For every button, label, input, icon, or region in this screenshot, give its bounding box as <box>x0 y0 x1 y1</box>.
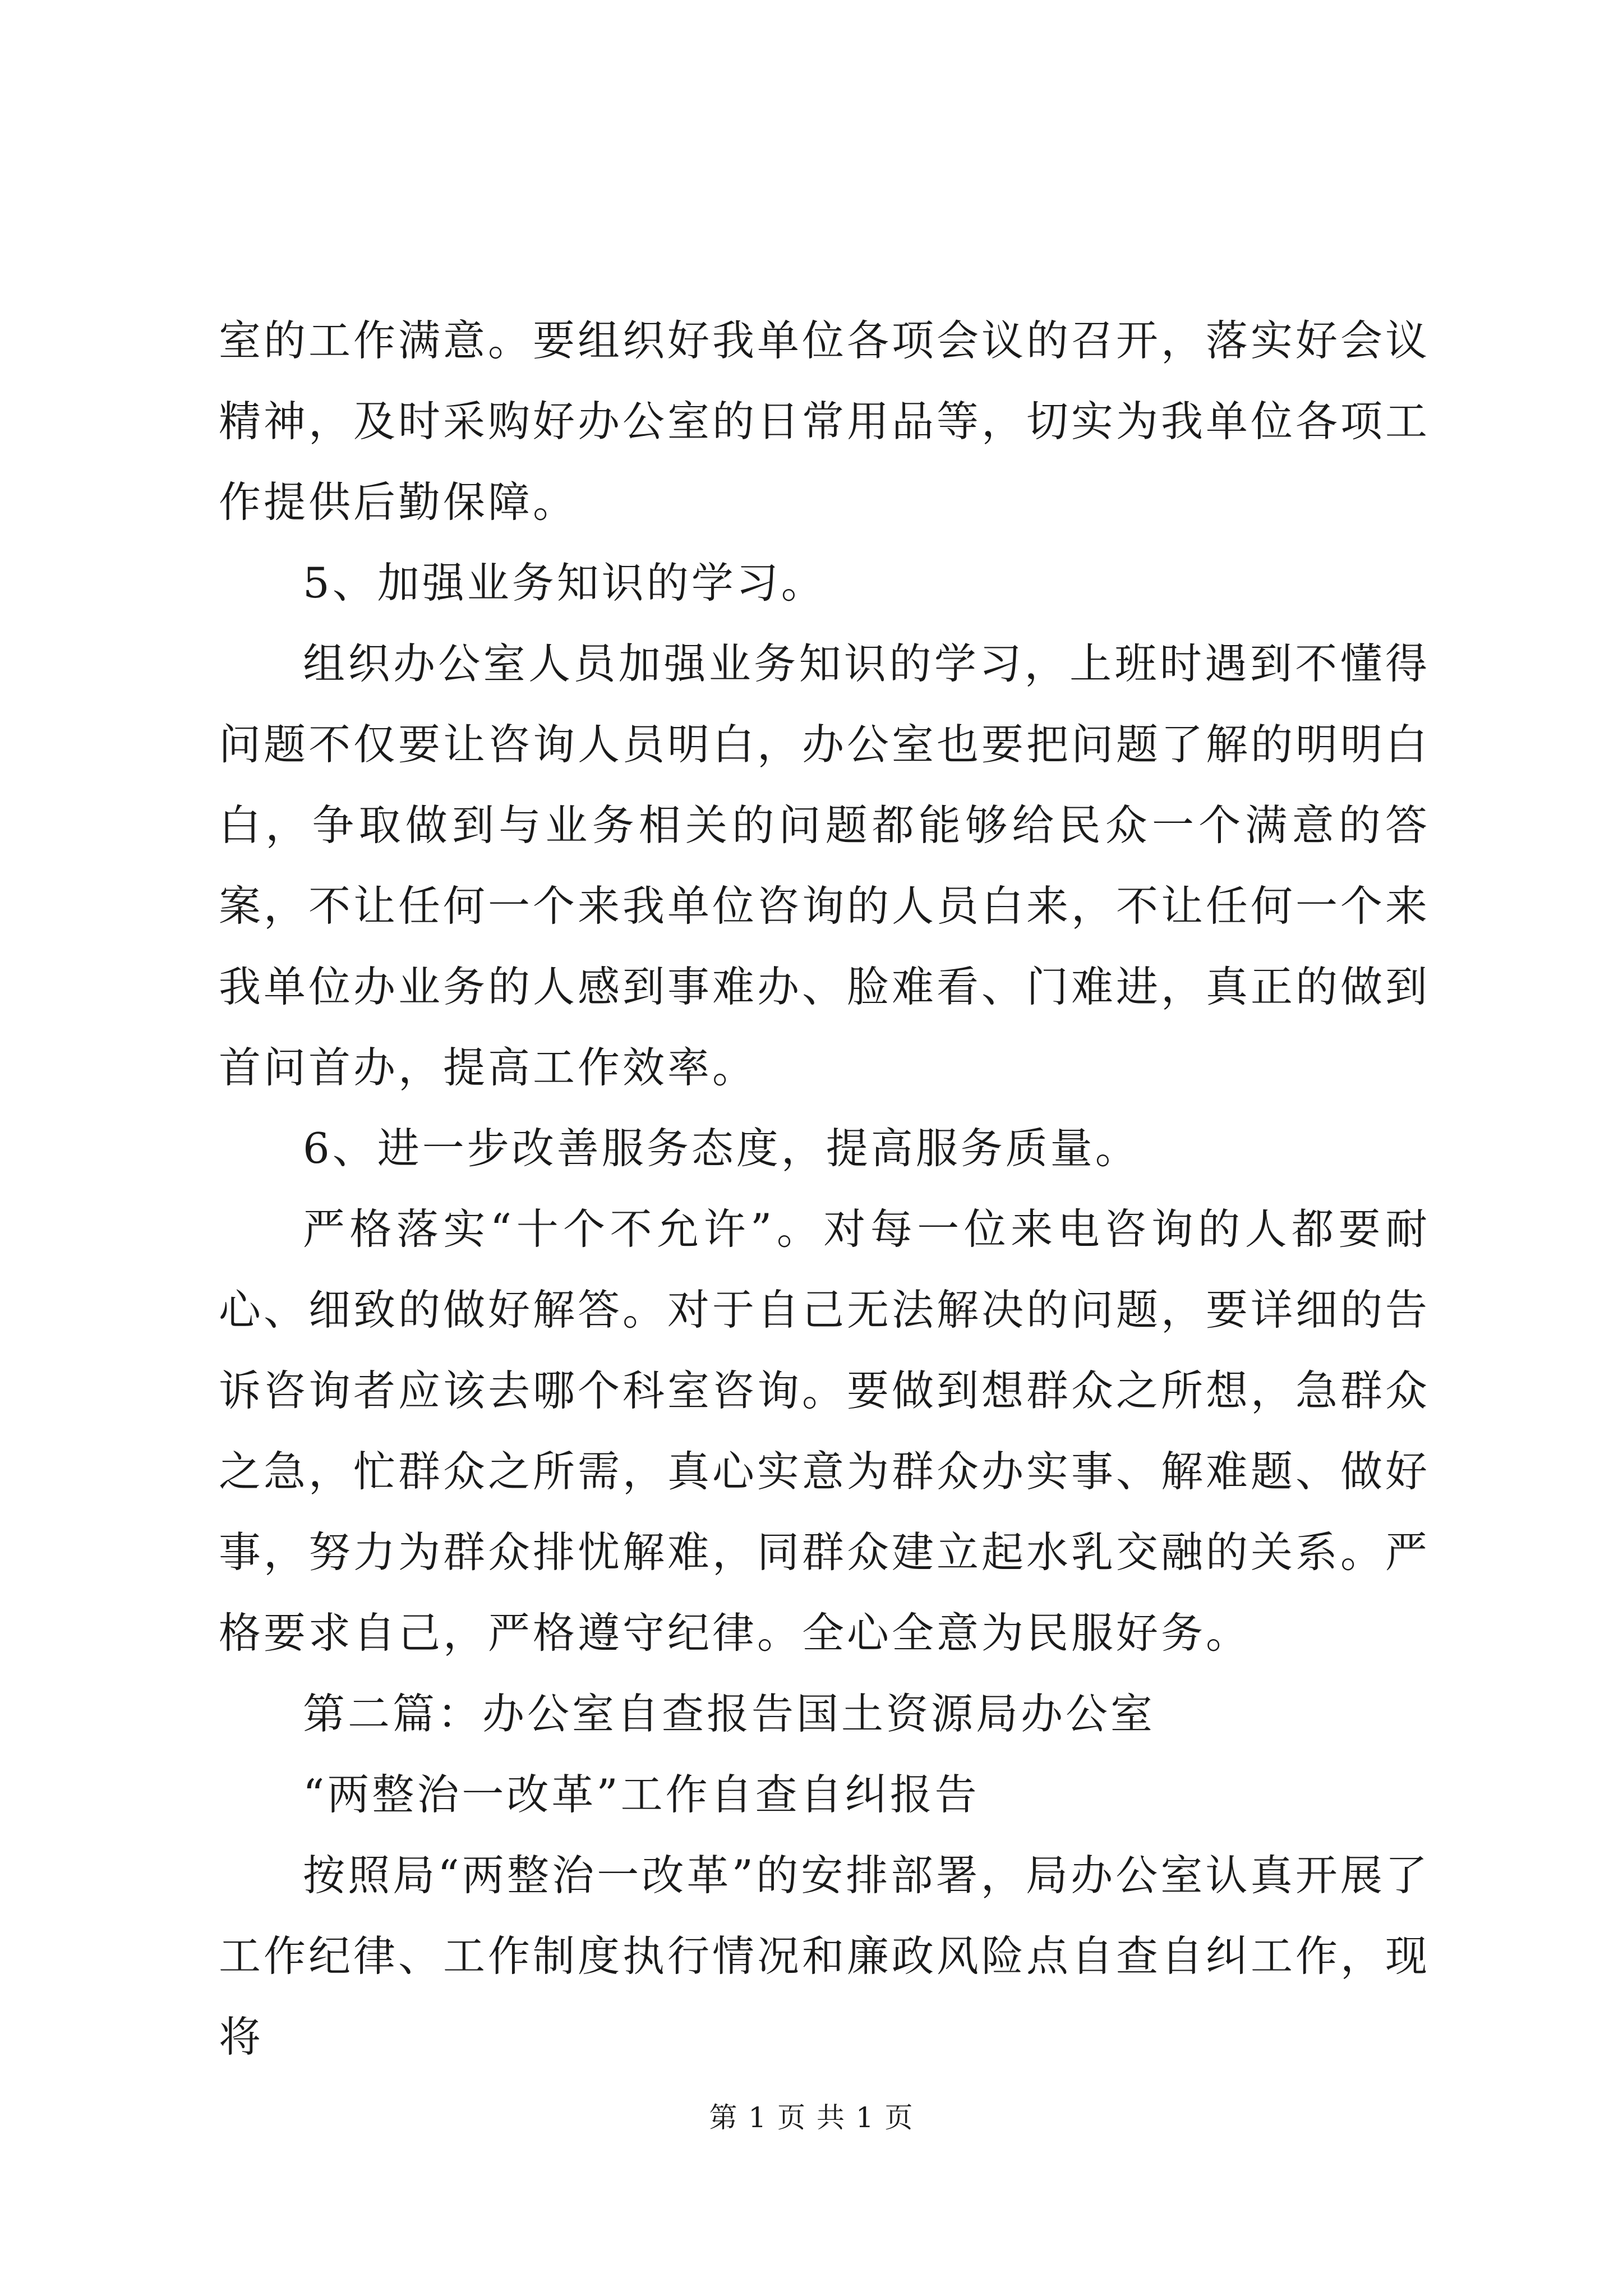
section-heading-6: 6、进一步改善服务态度，提高服务质量。 <box>303 1124 1140 1173</box>
page-number-footer: 第 1 页 共 1 页 <box>709 2101 914 2134</box>
chapter-heading-2: 第二篇：办公室自查报告国土资源局办公室 <box>303 1689 1156 1738</box>
paragraph-business-knowledge: 组织办公室人员加强业务知识的学习，上班时遇到不懂得问题不仅要让咨询人员明白，办公室也要把问题了解的明明白白，争取做到与业务相关的问题都能够给民众一个满意的答案，不让任何一个来我单位咨询的人员白来，不让任何一个来我单位办业务的人感到事难办、脸难看、门难进，真正的做到首问首办，提高工作效率。 <box>219 639 1431 1092</box>
paragraph-report-intro: 按照局“两整治一改革”的安排部署，局办公室认真开展了工作纪律、工作制度执行情况和廉政风险点自查自纠工作，现将 <box>219 1851 1431 2062</box>
report-title: “两整治一改革”工作自查自纠报告 <box>303 1770 980 1819</box>
document-body <box>219 300 1430 2077</box>
paragraph-service-attitude: 严格落实“十个不允许”。对每一位来电咨询的人都要耐心、细致的做好解答。对于自己无法解决的问题，要详细的告诉咨询者应该去哪个科室咨询。要做到想群众之所想，急群众之急，忙群众之所需，真心实意为群众办实事、解难题、做好事，努力为群众排忧解难，同群众建立起水乳交融的关系。严格要求自己，严格遵守纪律。全心全意为民服好务。 <box>219 1204 1431 1658</box>
section-heading-5: 5、加强业务知识的学习。 <box>303 558 826 608</box>
paragraph-continuation: 室的工作满意。要组织好我单位各项会议的召开，落实好会议精神，及时采购好办公室的日常用品等，切实为我单位各项工作提供后勤保障。 <box>219 316 1431 527</box>
